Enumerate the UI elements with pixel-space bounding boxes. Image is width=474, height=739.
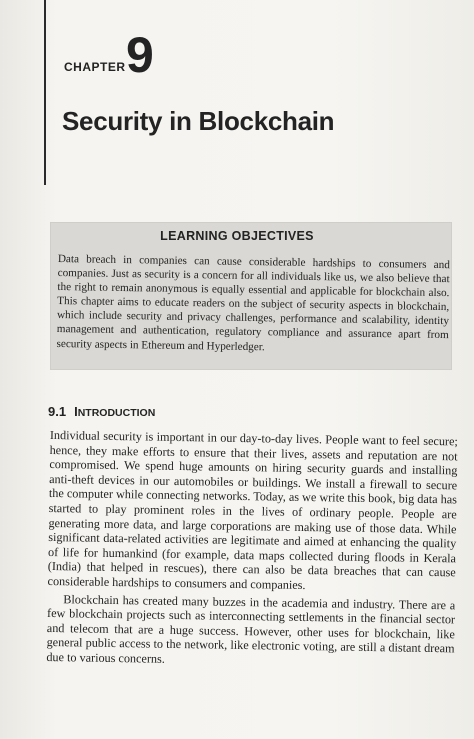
chapter-label: CHAPTER <box>64 60 126 74</box>
section-number: 9.1 <box>48 404 67 419</box>
section-title-rest: NTRODUCTION <box>77 407 156 419</box>
learning-objectives-text: Data breach in companies can cause considerable hardships to consumers and companies. Just as security is a concern for all individuals like us, we also believe that the right to remain anonymous is equally essential and applicable for blockchain also. This chapter aims to educate readers on the subject of security aspects in blockchain, which include security and privacy challenges, performance and scalability, identity management and authentication, regulatory compliance and assurance apart from security aspects in Ethereum and Hyperledger. <box>56 252 450 353</box>
section-title-initial: I <box>74 404 78 419</box>
paragraph: Blockchain has created many buzzes in the academia and industry. There are a few blockchain projects such as interconnecting settlements in the financial sector and telecom that are a huge success. However, other uses for blockchain, like general public access to the network, like electronic voting, are still a distant dream due to various concerns. <box>46 591 456 666</box>
paragraph: Individual security is important in our day-to-day lives. People want to feel secure; hence, they make efforts to ensure that their lives, assets and reputation are not compromised. We spend huge amounts on hiring security guards and installing anti-theft devices in our automobiles or buildings. We install a firewall to secure the computer while connecting networks. Today, as we write this book, big data has started to play prominent roles in the lives of ordinary people. People are generating more data, and large corporations are making use of those data. While significant data-related activities are legitimate and aimed at enhancing the quality of life for humankind (for example, data maps collected during floods in Kerala (India) that helped in rescues), there can also be data breaches that can cause considerable hardships to consumers and companies. <box>47 428 458 592</box>
chapter-number: 9 <box>126 27 154 83</box>
section-title <box>74 404 155 419</box>
section-heading <box>48 404 155 419</box>
body-text <box>46 428 458 671</box>
chapter-rule <box>44 0 46 185</box>
learning-objectives-title: LEARNING OBJECTIVES <box>160 229 314 243</box>
chapter-title: Security in Blockchain <box>62 106 335 136</box>
